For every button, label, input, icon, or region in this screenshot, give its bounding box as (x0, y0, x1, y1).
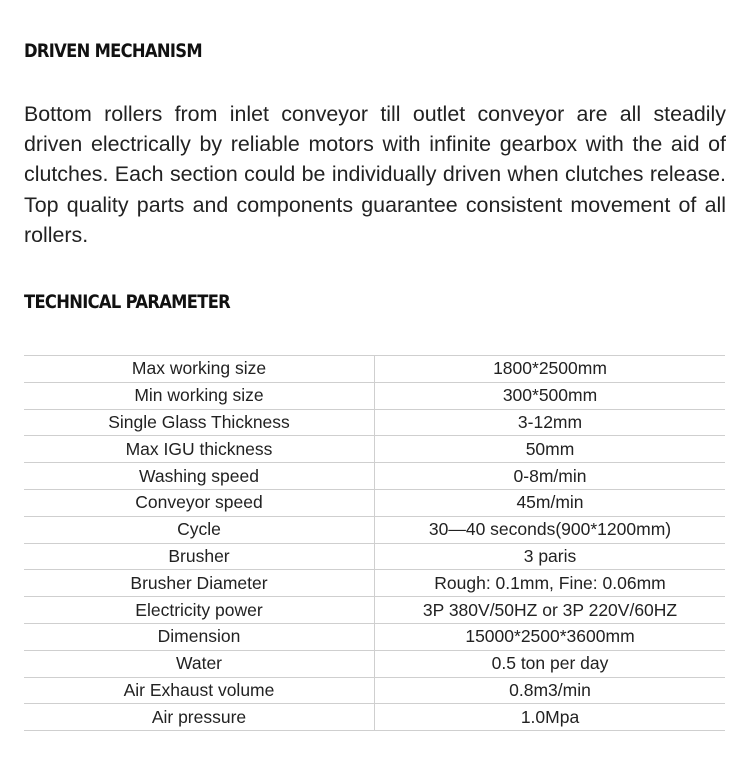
param-name-cell: Air Exhaust volume (24, 677, 375, 704)
table-row (24, 597, 725, 624)
param-name-cell: Washing speed (24, 463, 375, 490)
param-name-cell: Max working size (24, 356, 375, 383)
table-row (24, 623, 725, 650)
table-row (24, 436, 725, 463)
table-row (24, 543, 725, 570)
param-value-cell: 300*500mm (375, 382, 726, 409)
table-row (24, 382, 725, 409)
table-row (24, 677, 725, 704)
param-name-cell: Brusher (24, 543, 375, 570)
param-name-cell: Cycle (24, 516, 375, 543)
param-value-cell: 3-12mm (375, 409, 726, 436)
param-name-cell: Brusher Diameter (24, 570, 375, 597)
technical-parameter-table (24, 355, 725, 731)
param-name-cell: Single Glass Thickness (24, 409, 375, 436)
param-value-cell: 1800*2500mm (375, 356, 726, 383)
table-row (24, 463, 725, 490)
section-heading-driven-mechanism: DRIVEN MECHANISM (24, 40, 202, 62)
param-name-cell: Min working size (24, 382, 375, 409)
param-name-cell: Dimension (24, 623, 375, 650)
param-name-cell: Electricity power (24, 597, 375, 624)
param-name-cell: Conveyor speed (24, 489, 375, 516)
param-value-cell: 1.0Mpa (375, 704, 726, 731)
param-value-cell: 3P 380V/50HZ or 3P 220V/60HZ (375, 597, 726, 624)
param-value-cell: Rough: 0.1mm, Fine: 0.06mm (375, 570, 726, 597)
param-value-cell: 3 paris (375, 543, 726, 570)
table-row (24, 356, 725, 383)
param-value-cell: 0-8m/min (375, 463, 726, 490)
param-value-cell: 15000*2500*3600mm (375, 623, 726, 650)
driven-mechanism-paragraph: Bottom rollers from inlet conveyor till outlet conveyor are all steadily driven electrically by reliable motors with infinite gearbox with the aid of clutches. Each section could be individually driven when clutches release. Top quality parts and components guarantee consistent movement of all rollers. (24, 102, 726, 247)
param-value-cell: 30—40 seconds(900*1200mm) (375, 516, 726, 543)
table-row (24, 409, 725, 436)
table-row (24, 704, 725, 731)
param-value-cell: 50mm (375, 436, 726, 463)
table-row (24, 489, 725, 516)
section-heading-technical-parameter: TECHNICAL PARAMETER (24, 291, 231, 313)
param-value-cell: 0.5 ton per day (375, 650, 726, 677)
param-name-cell: Water (24, 650, 375, 677)
param-value-cell: 45m/min (375, 489, 726, 516)
param-name-cell: Max IGU thickness (24, 436, 375, 463)
param-name-cell: Air pressure (24, 704, 375, 731)
table-row (24, 650, 725, 677)
table-row (24, 570, 725, 597)
param-value-cell: 0.8m3/min (375, 677, 726, 704)
table-row (24, 516, 725, 543)
